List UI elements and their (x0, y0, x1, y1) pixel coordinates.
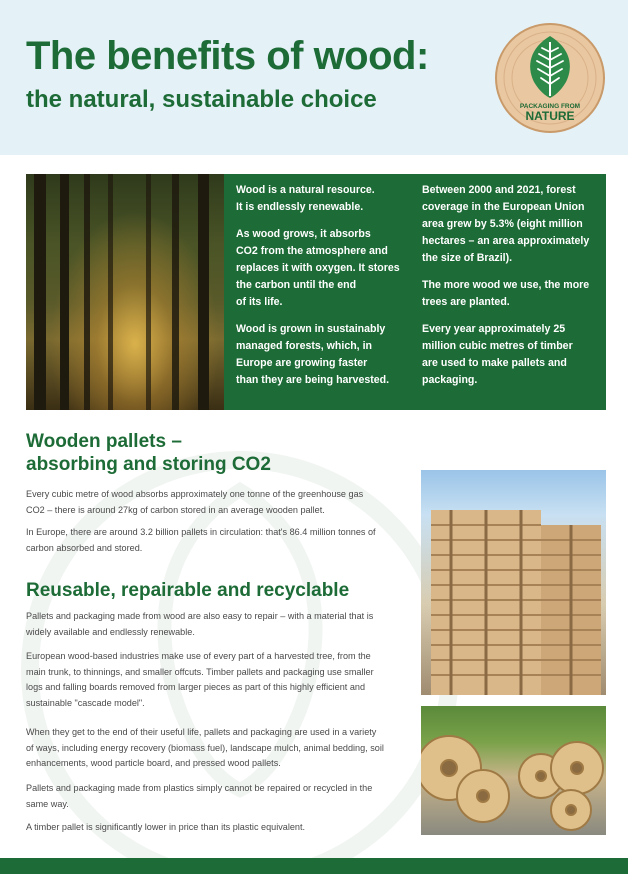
page-header (0, 0, 628, 155)
tree-leaf-logo-icon (494, 22, 606, 134)
body-paragraph: A timber pallet is significantly lower in price than its plastic equivalent. (26, 822, 306, 832)
fact-paragraph: The more wood we use, the more trees are planted. (422, 279, 590, 308)
body-paragraph: European wood-based industries make use of every part of a harvested tree, from the main trunk, to thinnings, and smaller offcuts. Timber pallets and packaging use smaller logs and falling boards removed from larger pieces as part of this highly efficient and sustainable "cascade model". (26, 651, 374, 708)
page-subtitle: the natural, sustainable choice (26, 86, 377, 113)
fact-paragraph: Every year approximately 25 million cubic metres of timber are used to make pallets and packaging. (422, 323, 573, 386)
fact-paragraph: Wood is grown in sustainably managed forests, which, in Europe are growing faster than they are being harvested. (236, 323, 390, 386)
fact-paragraph: As wood grows, it absorbs CO2 from the atmosphere and replaces it with oxygen. It stores the carbon until the end of its life. (236, 228, 400, 308)
facts-column-right (422, 182, 600, 399)
forest-photo (26, 174, 224, 410)
body-paragraph: When they get to the end of their useful life, pallets and packaging are used in a variety of ways, including energy recovery (biomass fuel), landscape mulch, animal bedding, soil enhancements, wood particle board, and pressed wood pallets. (26, 727, 384, 768)
spools-drawing (421, 706, 606, 835)
body-paragraph: In Europe, there are around 3.2 billion pallets in circulation: that's 86.4 million tonnes of carbon absorbed and stored. (26, 527, 376, 553)
page-footer-bar (0, 858, 628, 874)
body-paragraph: Every cubic metre of wood absorbs approximately one tonne of the greenhouse gas CO2 – there is around 27kg of carbon stored in an average wooden pallet. (26, 489, 364, 515)
fact-paragraph: Wood is a natural resource. It is endlessly renewable. (236, 184, 375, 213)
cable-spools-photo (421, 706, 606, 835)
page-title: The benefits of wood: (26, 34, 429, 78)
body-paragraph: Pallets and packaging made from wood are also easy to repair – with a material that is widely available and endlessly renewable. (26, 611, 374, 637)
section-heading-pallets-co2: Wooden pallets – absorbing and storing CO2 (26, 431, 271, 475)
section-heading-reusable: Reusable, repairable and recyclable (26, 580, 350, 601)
fact-paragraph: Between 2000 and 2021, forest coverage in the European Union area grew by 5.3% (eight million hectares – an area approximately the size of Brazil). (422, 184, 590, 264)
key-facts-box (224, 174, 606, 410)
logo-text-top: PACKAGING FROM (519, 103, 581, 110)
stacked-pallets-photo (421, 470, 606, 695)
body-paragraph: Pallets and packaging made from plastics simply cannot be repaired or recycled in the same way. (26, 783, 373, 809)
logo-text-bottom: NATURE (525, 109, 575, 123)
pallet-stack-drawing (421, 470, 606, 695)
facts-column-left (236, 182, 414, 399)
